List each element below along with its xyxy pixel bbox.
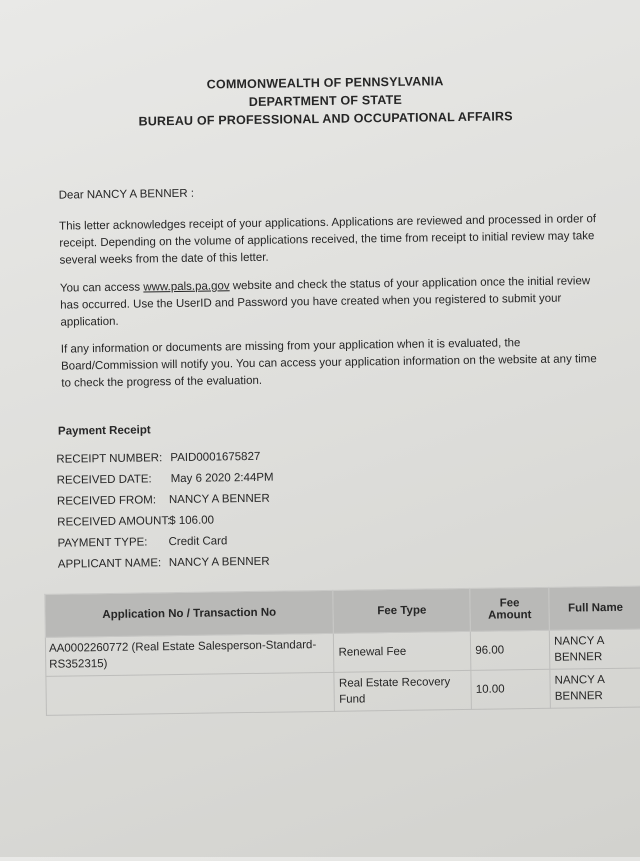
received-from-value: NANCY A BENNER <box>168 492 270 507</box>
full-name-line-1: NANCY A <box>554 674 605 687</box>
payment-type-row <box>57 531 274 555</box>
full-name-line-2: BENNER <box>554 690 603 703</box>
column-header-full-name: Full Name <box>549 586 640 630</box>
column-header-fee-amount <box>470 587 549 631</box>
payment-receipt-title: Payment Receipt <box>57 424 151 438</box>
receipt-number-label: RECEIPT NUMBER: <box>56 452 163 466</box>
fee-type-line-2: Fund <box>339 693 366 706</box>
received-date-value: May 6 2020 2:44PM <box>170 471 274 486</box>
paragraph-acknowledgement: This letter acknowledges receipt of your applications. Applications are reviewed and processed in order of receipt. Depending on the volume of applications received, the time from receipt to initial review may take several weeks from the date of this letter. <box>59 213 597 267</box>
salutation: Dear NANCY A BENNER : <box>58 187 195 202</box>
full-name-line-2: BENNER <box>554 651 603 664</box>
column-header-application: Application No / Transaction No <box>45 590 334 637</box>
received-amount-label: RECEIVED AMOUNT: <box>57 515 171 529</box>
received-from-label: RECEIVED FROM: <box>56 494 157 508</box>
applicant-name-row <box>58 552 275 576</box>
full-name-cell <box>550 668 640 708</box>
payment-type-label: PAYMENT TYPE: <box>57 536 148 550</box>
application-line-1 <box>50 692 331 696</box>
received-date-row <box>57 468 274 492</box>
fee-amount-header-line-1: Fee <box>499 597 520 610</box>
application-line-1: AA0002260772 (Real Estate Salesperson-Standard- <box>48 639 317 655</box>
fee-amount-header-line-2: Amount <box>487 609 532 622</box>
received-amount-value: $ 106.00 <box>169 514 215 528</box>
letterhead-line-2: DEPARTMENT OF STATE <box>248 92 403 109</box>
application-cell <box>45 633 334 676</box>
fee-type-cell <box>334 670 471 711</box>
letterhead-line-1: COMMONWEALTH OF PENNSYLVANIA <box>206 74 444 92</box>
pals-website-link[interactable]: www.pals.pa.gov <box>143 280 230 294</box>
paragraph-missing-info: If any information or documents are missing from your application when it is evaluated, the Board/Commission will notify you. You can access your application information on the website at any time to check the progress of the evaluation. <box>60 337 597 390</box>
table-row <box>46 668 640 715</box>
received-from-row <box>57 489 274 513</box>
paragraph-website <box>60 273 606 332</box>
application-line-2: RS352315) <box>49 657 108 671</box>
transaction-table <box>44 586 640 716</box>
column-header-fee-type: Fee Type <box>333 588 470 633</box>
application-line-2 <box>50 692 331 696</box>
payment-type-value: Credit Card <box>168 535 228 549</box>
paragraph-website-before: You can access <box>59 281 144 295</box>
receipt-number-row <box>56 447 273 471</box>
fee-type-cell <box>334 631 471 672</box>
full-name-line-1: NANCY A <box>553 635 605 648</box>
received-date-label: RECEIVED DATE: <box>56 473 152 487</box>
paragraph-website-after: website and check the status of your application once the initial review has occurred. Use the UserID and Password you have created when you registered to submit your application. <box>60 275 591 329</box>
applicant-name-value: NANCY A BENNER <box>168 555 270 570</box>
application-cell <box>46 672 335 715</box>
fee-amount-cell: 96.00 <box>471 630 550 670</box>
fee-amount-cell: 10.00 <box>471 669 550 709</box>
fee-type-line-1: Renewal Fee <box>338 645 407 659</box>
received-amount-row <box>57 510 274 534</box>
payment-receipt-fields <box>56 447 275 576</box>
receipt-number-value: PAID0001675827 <box>170 450 261 465</box>
applicant-name-label: APPLICANT NAME: <box>57 557 162 571</box>
letterhead <box>0 69 640 132</box>
letterhead-line-3: BUREAU OF PROFESSIONAL AND OCCUPATIONAL AFFAIRS <box>138 109 513 129</box>
fee-type-line-1: Real Estate Recovery <box>338 676 451 690</box>
full-name-cell <box>549 629 640 669</box>
